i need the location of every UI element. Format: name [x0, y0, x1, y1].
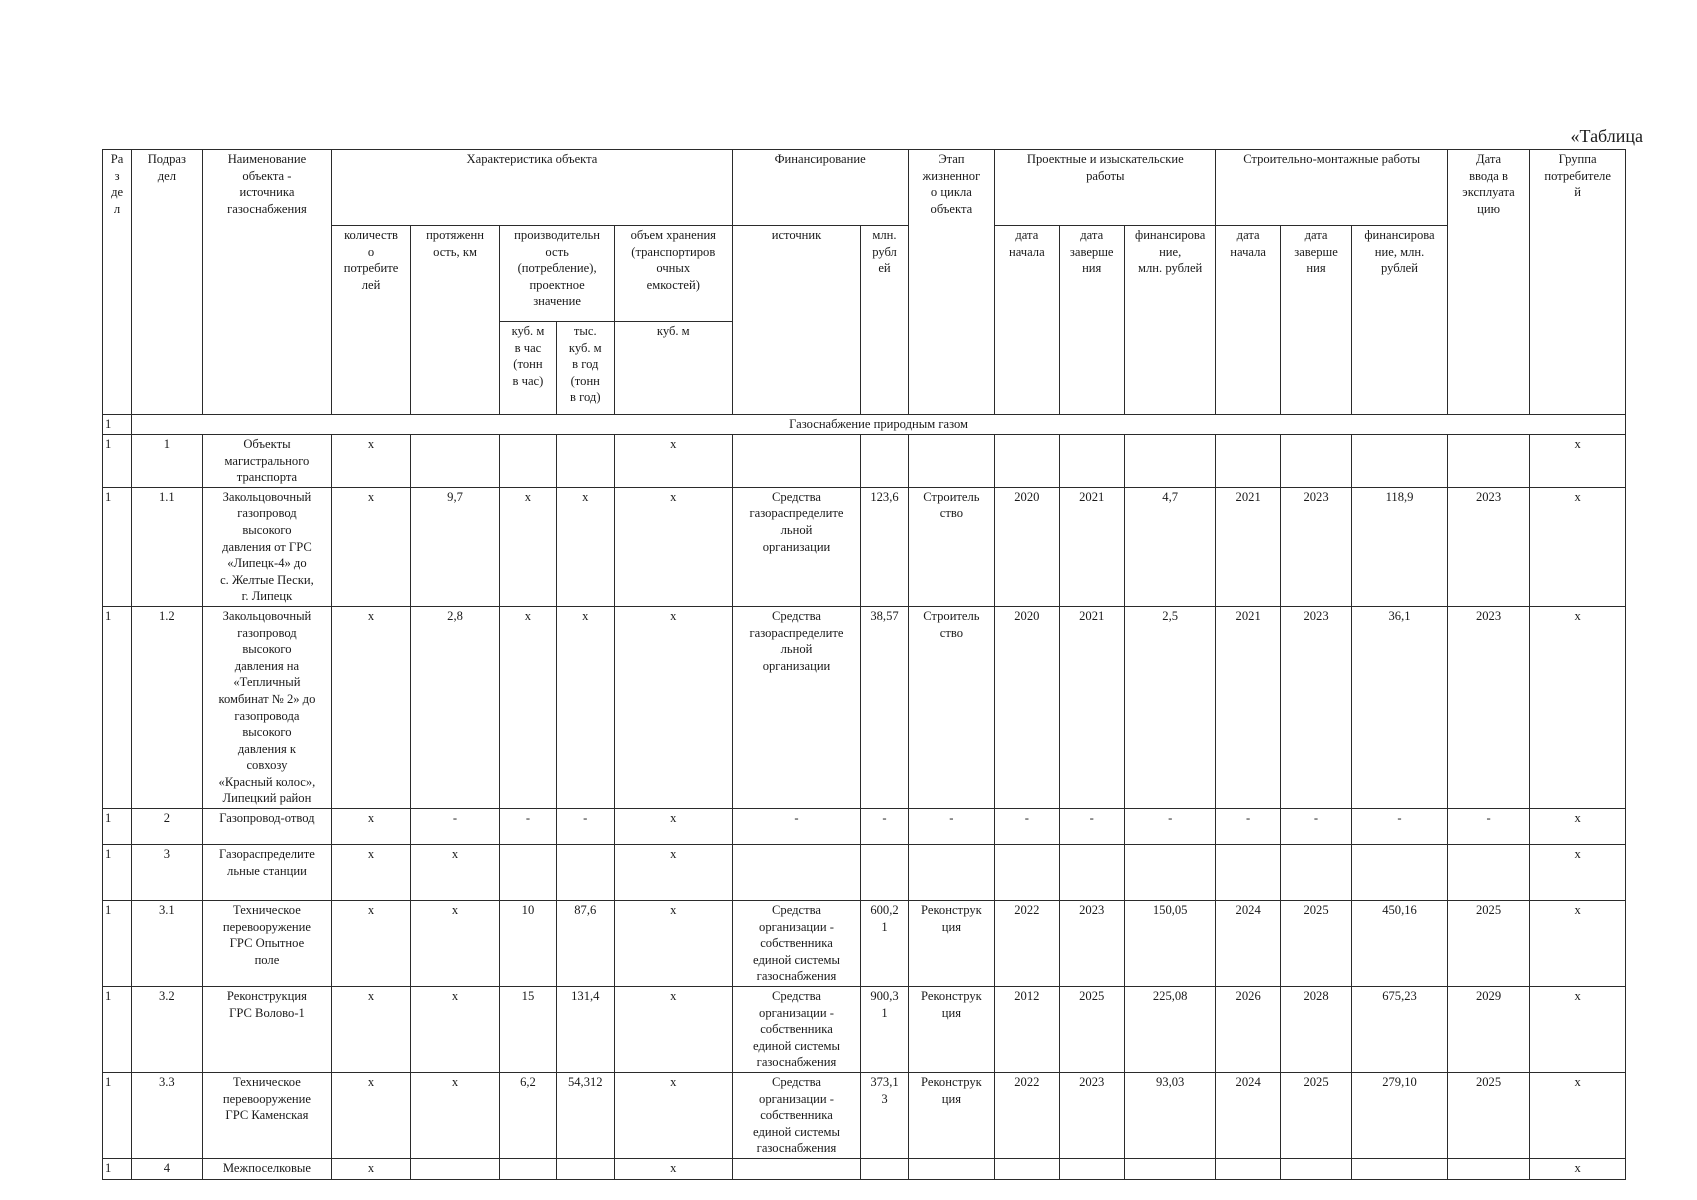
- table-cell: 9,7: [410, 487, 500, 606]
- table-cell: 1: [103, 1073, 132, 1159]
- table-cell: 2020: [995, 487, 1059, 606]
- header-object-name: Наименование объекта - источника газоснабжения: [202, 150, 332, 415]
- table-cell: -: [1216, 809, 1280, 845]
- table-cell: [1352, 1158, 1448, 1179]
- table-cell: 6,2: [500, 1073, 556, 1159]
- table-cell: х: [410, 845, 500, 901]
- table-cell: -: [556, 809, 614, 845]
- table-cell: х: [500, 606, 556, 808]
- table-cell: -: [995, 809, 1059, 845]
- header-mln-rub: млн. рубл ей: [861, 226, 908, 415]
- table-cell: Газораспределите льные станции: [202, 845, 332, 901]
- table-cell: 2021: [1059, 487, 1124, 606]
- header-design-works: Проектные и изыскательские работы: [995, 150, 1216, 226]
- header-podrazdel: Подраз дел: [132, 150, 202, 415]
- table-cell: Объекты магистрального транспорта: [202, 435, 332, 488]
- table-cell: -: [861, 809, 908, 845]
- table-cell: 279,10: [1352, 1073, 1448, 1159]
- table-row: [103, 435, 1626, 488]
- table-cell: [861, 435, 908, 488]
- header-characteristic: Характеристика объекта: [332, 150, 732, 226]
- table-cell: [995, 845, 1059, 901]
- table-cell: 2023: [1447, 487, 1529, 606]
- table-cell: Средства организации - собственника единой системы газоснабжения: [732, 1073, 861, 1159]
- table-cell: [410, 435, 500, 488]
- section-number: 1: [103, 415, 132, 435]
- table-cell: Техническое перевооружение ГРС Каменская: [202, 1073, 332, 1159]
- table-cell: 2023: [1447, 606, 1529, 808]
- table-cell: Реконструкция ГРС Волово-1: [202, 987, 332, 1073]
- table-cell: [556, 435, 614, 488]
- table-cell: -: [1124, 809, 1216, 845]
- table-cell: 93,03: [1124, 1073, 1216, 1159]
- table-cell: [1059, 435, 1124, 488]
- table-cell: 2023: [1280, 606, 1351, 808]
- table-cell: 600,2 1: [861, 901, 908, 987]
- table-cell: 1: [103, 809, 132, 845]
- table-cell: 2026: [1216, 987, 1280, 1073]
- table-row: [103, 606, 1626, 808]
- table-cell: х: [1530, 1158, 1626, 1179]
- table-row: [103, 987, 1626, 1073]
- table-cell: х: [1530, 1073, 1626, 1159]
- table-cell: -: [1352, 809, 1448, 845]
- table-cell: [908, 435, 995, 488]
- table-cell: х: [614, 1073, 732, 1159]
- table-cell: 1: [103, 435, 132, 488]
- table-cell: 3.3: [132, 1073, 202, 1159]
- table-cell: [1447, 435, 1529, 488]
- table-cell: 4: [132, 1158, 202, 1179]
- table-cell: х: [1530, 987, 1626, 1073]
- table-cell: Средства организации - собственника единой системы газоснабжения: [732, 901, 861, 987]
- table-cell: 2025: [1059, 987, 1124, 1073]
- table-cell: 2,5: [1124, 606, 1216, 808]
- table-cell: х: [1530, 435, 1626, 488]
- table-cell: [1280, 845, 1351, 901]
- table-cell: 2025: [1280, 1073, 1351, 1159]
- table-cell: Средства газораспределите льной организации: [732, 487, 861, 606]
- table-cell: [861, 845, 908, 901]
- table-cell: [908, 1158, 995, 1179]
- table-row: [103, 901, 1626, 987]
- table-cell: 1: [103, 606, 132, 808]
- table-cell: -: [1280, 809, 1351, 845]
- table-cell: [732, 1158, 861, 1179]
- table-cell: 900,3 1: [861, 987, 908, 1073]
- table-cell: [1447, 1158, 1529, 1179]
- table-cell: 1: [132, 435, 202, 488]
- table-cell: х: [1530, 606, 1626, 808]
- table-cell: [1124, 845, 1216, 901]
- table-cell: Техническое перевооружение ГРС Опытное поле: [202, 901, 332, 987]
- header-construction-financing: финансирова ние, млн. рублей: [1352, 226, 1448, 415]
- table-cell: [995, 435, 1059, 488]
- header-razdel: Ра з де л: [103, 150, 132, 415]
- header-consumers-count: количеств о потребите лей: [332, 226, 410, 415]
- table-cell: 2025: [1447, 1073, 1529, 1159]
- header-consumer-group: Группа потребителе й: [1530, 150, 1626, 415]
- table-cell: [1352, 845, 1448, 901]
- header-design-start: дата начала: [995, 226, 1059, 415]
- table-cell: [500, 1158, 556, 1179]
- table-cell: 2023: [1280, 487, 1351, 606]
- table-cell: [1280, 435, 1351, 488]
- table-cell: 1: [103, 987, 132, 1073]
- table-caption: «Таблица: [1570, 126, 1643, 146]
- table-cell: 2: [132, 809, 202, 845]
- table-cell: Реконструк ция: [908, 901, 995, 987]
- table-cell: х: [332, 606, 410, 808]
- table-cell: 2021: [1059, 606, 1124, 808]
- table-cell: 675,23: [1352, 987, 1448, 1073]
- table-row: [103, 487, 1626, 606]
- header-length: протяженн ость, км: [410, 226, 500, 415]
- table-cell: 3: [132, 845, 202, 901]
- table-cell: 373,1 3: [861, 1073, 908, 1159]
- table-cell: 1: [103, 901, 132, 987]
- table-cell: 2021: [1216, 606, 1280, 808]
- table-cell: х: [332, 1158, 410, 1179]
- table-cell: 1: [103, 1158, 132, 1179]
- table-cell: х: [1530, 809, 1626, 845]
- table-cell: 54,312: [556, 1073, 614, 1159]
- table-cell: Газопровод-отвод: [202, 809, 332, 845]
- table-cell: 87,6: [556, 901, 614, 987]
- table-cell: х: [332, 1073, 410, 1159]
- table-cell: Межпоселковые: [202, 1158, 332, 1179]
- table-cell: 150,05: [1124, 901, 1216, 987]
- table-cell: Средства организации - собственника единой системы газоснабжения: [732, 987, 861, 1073]
- header-source: источник: [732, 226, 861, 415]
- table-cell: [556, 1158, 614, 1179]
- table-cell: -: [908, 809, 995, 845]
- header-design-end: дата заверше ния: [1059, 226, 1124, 415]
- table-cell: [500, 845, 556, 901]
- table-cell: [1216, 1158, 1280, 1179]
- table-cell: Закольцовочный газопровод высокого давления от ГРС «Липецк-4» до с. Желтые Пески, г. Липецк: [202, 487, 332, 606]
- table-cell: [861, 1158, 908, 1179]
- section-row: [103, 415, 1626, 435]
- table-cell: 2025: [1447, 901, 1529, 987]
- header-storage-unit: куб. м: [614, 322, 732, 415]
- table-cell: х: [332, 845, 410, 901]
- table-cell: [1280, 1158, 1351, 1179]
- table-cell: Средства газораспределите льной организации: [732, 606, 861, 808]
- table-cell: 36,1: [1352, 606, 1448, 808]
- table-cell: 2022: [995, 901, 1059, 987]
- table-cell: [732, 845, 861, 901]
- table-cell: х: [332, 901, 410, 987]
- header-construction-works: Строительно-монтажные работы: [1216, 150, 1447, 226]
- table-cell: -: [1447, 809, 1529, 845]
- table-cell: х: [1530, 845, 1626, 901]
- table-cell: [1216, 845, 1280, 901]
- table-cell: -: [500, 809, 556, 845]
- table-cell: [1124, 435, 1216, 488]
- table-row: [103, 845, 1626, 901]
- table-cell: [908, 845, 995, 901]
- table-cell: х: [332, 487, 410, 606]
- table-cell: Закольцовочный газопровод высокого давления на «Тепличный комбинат № 2» до газопровода высокого давления к совхозу «Красный колос», Липецкий район: [202, 606, 332, 808]
- table-row: [103, 1158, 1626, 1179]
- table-cell: 38,57: [861, 606, 908, 808]
- table-cell: [500, 435, 556, 488]
- table-cell: Строитель ство: [908, 487, 995, 606]
- table-cell: х: [614, 987, 732, 1073]
- table-cell: [1124, 1158, 1216, 1179]
- table-cell: х: [556, 606, 614, 808]
- table-cell: 2021: [1216, 487, 1280, 606]
- table-cell: 1.2: [132, 606, 202, 808]
- table-cell: 1: [103, 845, 132, 901]
- section-title: Газоснабжение природным газом: [132, 415, 1626, 435]
- table-cell: 1.1: [132, 487, 202, 606]
- header-capacity-year: тыс. куб. м в год (тонн в год): [556, 322, 614, 415]
- table-cell: х: [556, 487, 614, 606]
- table-cell: 131,4: [556, 987, 614, 1073]
- table-cell: 123,6: [861, 487, 908, 606]
- table-cell: 2022: [995, 1073, 1059, 1159]
- table-cell: 2025: [1280, 901, 1351, 987]
- table-cell: 2023: [1059, 901, 1124, 987]
- table-cell: Реконструк ция: [908, 1073, 995, 1159]
- table-cell: х: [1530, 487, 1626, 606]
- table-cell: 2,8: [410, 606, 500, 808]
- table-cell: 1: [103, 487, 132, 606]
- table-cell: х: [614, 809, 732, 845]
- header-row-1: [103, 150, 1626, 226]
- table-cell: 2029: [1447, 987, 1529, 1073]
- table-cell: 2012: [995, 987, 1059, 1073]
- table-cell: 4,7: [1124, 487, 1216, 606]
- table-row: [103, 809, 1626, 845]
- table-cell: х: [500, 487, 556, 606]
- table-cell: Строитель ство: [908, 606, 995, 808]
- table-cell: 2024: [1216, 901, 1280, 987]
- table-cell: [556, 845, 614, 901]
- table-cell: х: [410, 987, 500, 1073]
- gas-supply-table: [102, 149, 1626, 1180]
- table-cell: [410, 1158, 500, 1179]
- table-cell: 2024: [1216, 1073, 1280, 1159]
- table-cell: 225,08: [1124, 987, 1216, 1073]
- table-cell: х: [1530, 901, 1626, 987]
- table-cell: [732, 435, 861, 488]
- table-cell: [1216, 435, 1280, 488]
- table-cell: х: [332, 435, 410, 488]
- table-cell: [995, 1158, 1059, 1179]
- table-cell: х: [614, 901, 732, 987]
- table-cell: [1059, 1158, 1124, 1179]
- table-cell: -: [410, 809, 500, 845]
- table-cell: х: [410, 901, 500, 987]
- table-cell: 2023: [1059, 1073, 1124, 1159]
- table-row: [103, 1073, 1626, 1159]
- table-cell: 10: [500, 901, 556, 987]
- table-cell: 3.2: [132, 987, 202, 1073]
- table-cell: х: [614, 1158, 732, 1179]
- table-cell: х: [614, 435, 732, 488]
- table-cell: [1059, 845, 1124, 901]
- header-construction-end: дата заверше ния: [1280, 226, 1351, 415]
- table-cell: х: [614, 606, 732, 808]
- header-design-financing: финансирова ние, млн. рублей: [1124, 226, 1216, 415]
- header-commission-date: Дата ввода в эксплуата цию: [1447, 150, 1529, 415]
- table-cell: Реконструк ция: [908, 987, 995, 1073]
- table-cell: 450,16: [1352, 901, 1448, 987]
- header-row-2: [103, 226, 1626, 322]
- table-cell: х: [614, 487, 732, 606]
- header-storage: объем хранения (транспортиров очных емкостей): [614, 226, 732, 322]
- table-cell: [1352, 435, 1448, 488]
- table-cell: -: [732, 809, 861, 845]
- table-cell: 118,9: [1352, 487, 1448, 606]
- header-construction-start: дата начала: [1216, 226, 1280, 415]
- table-cell: 2028: [1280, 987, 1351, 1073]
- table-cell: 15: [500, 987, 556, 1073]
- table-cell: -: [1059, 809, 1124, 845]
- header-capacity: производительн ость (потребление), проектное значение: [500, 226, 615, 322]
- table-cell: х: [614, 845, 732, 901]
- table-cell: х: [332, 987, 410, 1073]
- header-lifecycle-stage: Этап жизненног о цикла объекта: [908, 150, 995, 415]
- table-cell: х: [332, 809, 410, 845]
- table-cell: 2020: [995, 606, 1059, 808]
- table-cell: х: [410, 1073, 500, 1159]
- table-cell: 3.1: [132, 901, 202, 987]
- header-capacity-hour: куб. м в час (тонн в час): [500, 322, 556, 415]
- table-cell: [1447, 845, 1529, 901]
- header-financing: Финансирование: [732, 150, 908, 226]
